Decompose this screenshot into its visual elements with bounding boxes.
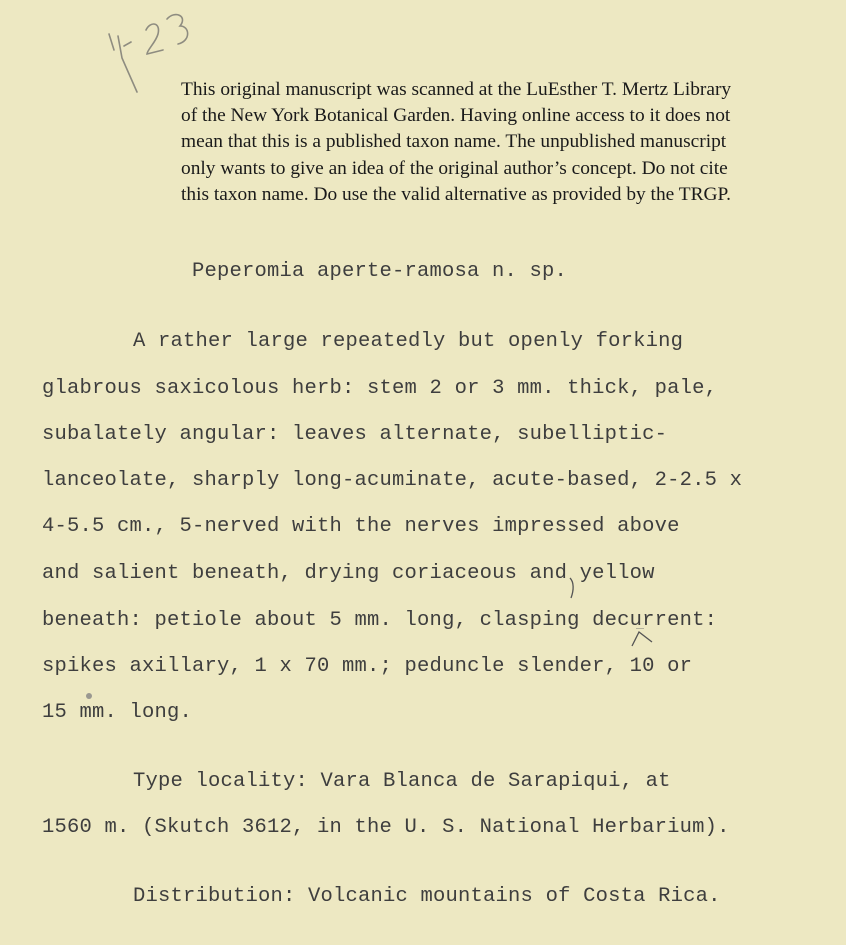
- description-line: beneath: petiole about 5 mm. long, clasping decurrent:: [42, 609, 718, 632]
- description-line: 4-5.5 cm., 5-nerved with the nerves impressed above: [42, 515, 680, 538]
- type-locality-line: 1560 m. (Skutch 3612, in the U. S. National Herbarium).: [42, 816, 730, 839]
- description-line: A rather large repeatedly but openly forking: [133, 330, 684, 353]
- notice-line: This original manuscript was scanned at the LuEsther T. Mertz Library: [181, 79, 732, 100]
- ink-dot: [86, 693, 92, 699]
- insertion-mark-icon: [566, 576, 578, 600]
- species-title: Peperomia aperte-ramosa n. sp.: [192, 260, 568, 283]
- description-line: 15 mm. long.: [42, 701, 193, 724]
- notice-line: mean that this is a published taxon name. The unpublished manuscript: [181, 131, 727, 153]
- description-line: spikes axillary, 1 x 70 mm.; peduncle slender, 10 or: [42, 655, 693, 678]
- caret-mark-icon: [630, 628, 658, 648]
- distribution-line: Distribution: Volcanic mountains of Costa Rica.: [133, 885, 721, 908]
- description-line: and salient beneath, drying coriaceous and yellow: [42, 562, 655, 585]
- type-locality-line: Type locality: Vara Blanca de Sarapiqui, at: [133, 770, 671, 793]
- notice-line: this taxon name. Do use the valid alternative as provided by the TRGP.: [181, 183, 732, 205]
- notice-line: of the New York Botanical Garden. Having online access to it does not: [181, 105, 731, 127]
- description-line: subalately angular: leaves alternate, subelliptic-: [42, 423, 668, 446]
- description-line: glabrous saxicolous herb: stem 2 or 3 mm. thick, pale,: [42, 377, 718, 400]
- description-line: lanceolate, sharply long-acuminate, acute-based, 2-2.5 x: [42, 469, 743, 492]
- library-notice: [181, 77, 811, 208]
- notice-line: only wants to give an idea of the original author’s concept. Do not cite: [181, 157, 728, 179]
